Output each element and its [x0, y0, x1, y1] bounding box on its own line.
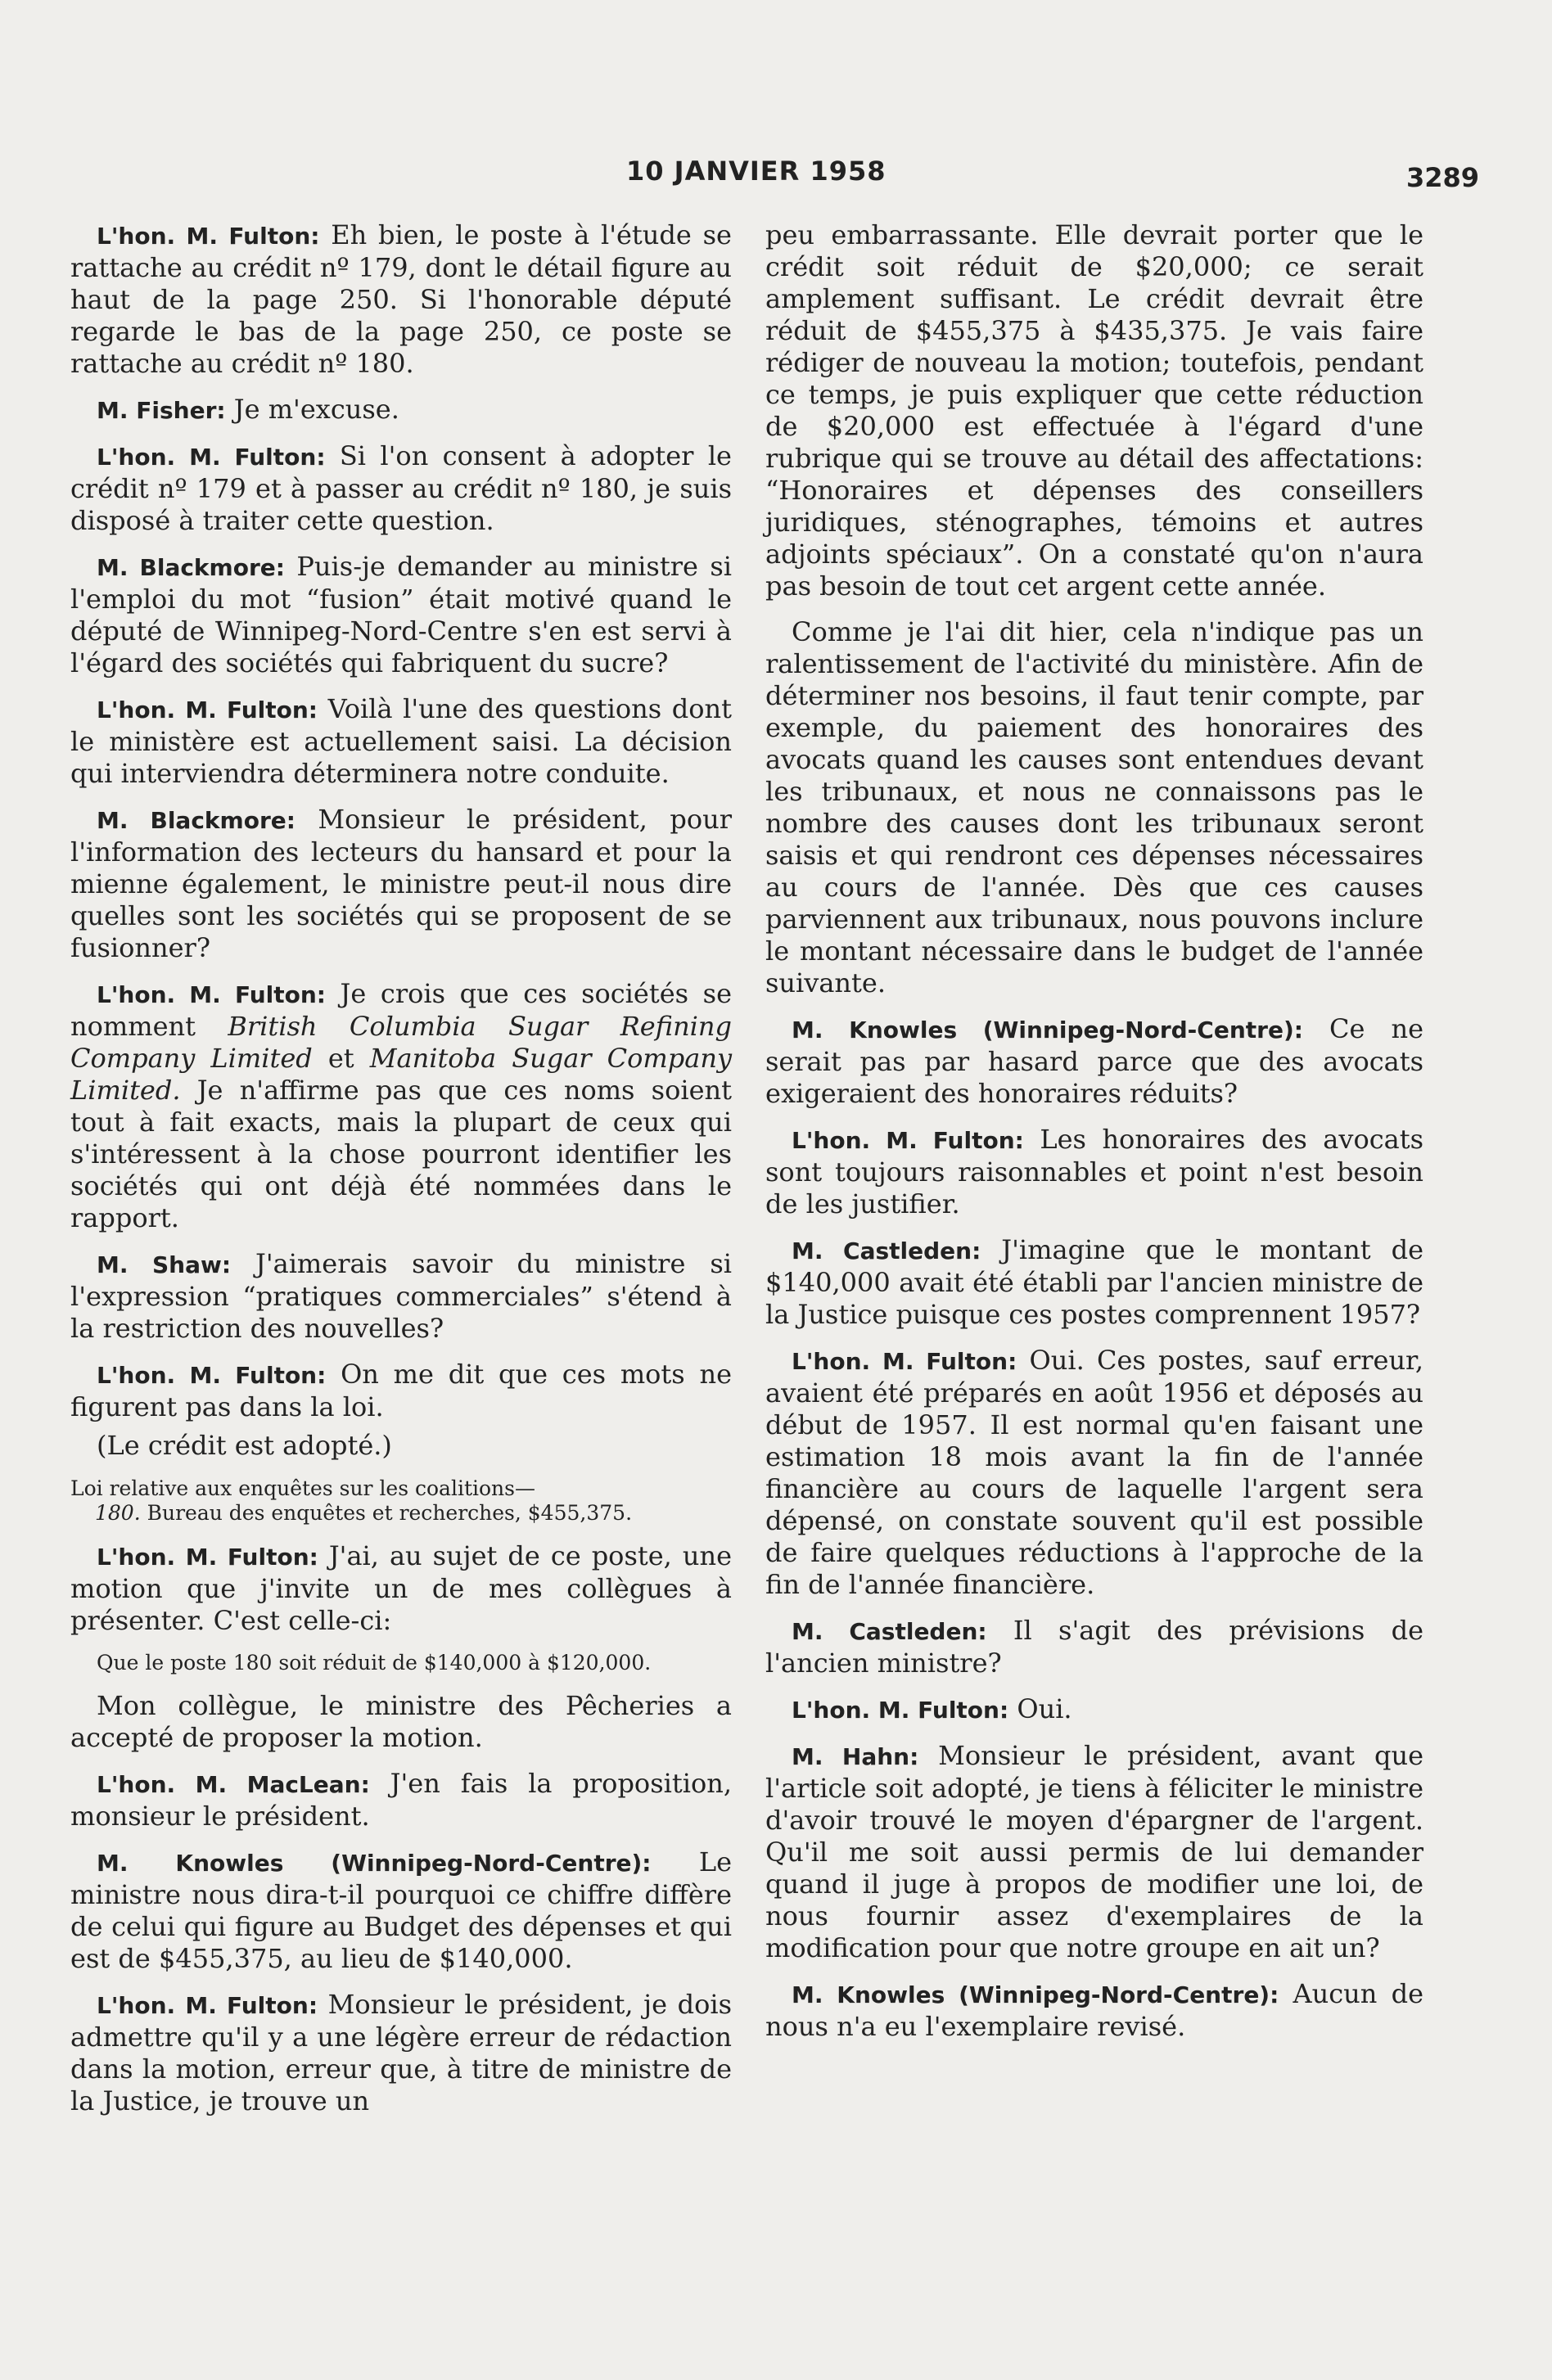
speaker-name: M. Knowles (Winnipeg-Nord-Centre): [97, 1850, 652, 1877]
speaker-name: M. Castleden: [792, 1618, 987, 1645]
paragraph: Mon collègue, le ministre des Pêcheries a accepté de proposer la motion. [70, 1690, 732, 1753]
paragraph [765, 1345, 1423, 1601]
speech-text: et [312, 1043, 370, 1074]
speech-text: J'ai, au sujet de ce poste, une motion que j'invite un de mes collègues à présenter. C'est celle-ci: [70, 1540, 733, 1636]
speaker-name: L'hon. M. Fulton: [97, 1992, 318, 2019]
speaker-name: L'hon. M. Fulton: [792, 1127, 1024, 1154]
paragraph [765, 1740, 1423, 1964]
vote-heading [70, 1476, 732, 1526]
speech-text: Je crois que ces sociétés se nomment [70, 978, 733, 1042]
speech-text: J'aimerais savoir du ministre si l'expression “pratiques commerciales” s'étend à la restriction des nouvelles? [70, 1248, 732, 1344]
speech-text: Si l'on consent à adopter le crédit nº 179 et à passer au crédit nº 180, je suis disposé à traiter cette question. [70, 440, 732, 536]
page-date: 10 JANVIER 1958 [626, 156, 887, 187]
speaker-name: L'hon. M. Fulton: [97, 444, 326, 471]
speaker-name: M. Blackmore: [97, 554, 285, 581]
paragraph [70, 1248, 732, 1345]
speaker-name: L'hon. M. Fulton: [97, 981, 326, 1008]
speaker-name: L'hon. M. Fulton: [792, 1697, 1009, 1724]
speech-text: Je n'affirme pas que ces noms soient tout à fait exacts, mais la plupart de ceux qui s'intéressent à la chose pourront identifier les sociétés qui ont déjà été nommées dans le rapport. [70, 1075, 732, 1233]
vote-heading-title: Loi relative aux enquêtes sur les coalitions— [70, 1476, 535, 1500]
paragraph [765, 1615, 1423, 1679]
speaker-name: L'hon. M. MacLean: [97, 1771, 370, 1798]
paragraph [70, 978, 732, 1234]
vote-number: 180. [95, 1501, 141, 1525]
right-column [765, 219, 1423, 2057]
vote-heading-item [70, 1501, 732, 1526]
speech-text: J'imagine que le montant de $140,000 avait été établi par l'ancien ministre de la Justice puisque ces postes comprennent 1957? [765, 1234, 1424, 1330]
speaker-name: M. Blackmore: [97, 807, 296, 834]
vote-item-text: Bureau des enquêtes et recherches, $455,375. [140, 1501, 633, 1525]
speaker-name: M. Knowles (Winnipeg-Nord-Centre): [792, 1981, 1279, 2008]
company-name: British Columbia Sugar Refining Company Limited [70, 1011, 733, 1074]
paragraph: Comme je l'ai dit hier, cela n'indique pas un ralentissement de l'activité du ministère. Afin de déterminer nos besoins, il faut tenir compte, par exemple, du paiement des honoraires des avocats quand les causes sont entendues devant les tribunaux, et nous ne connaissons pas le nombre des causes dont les tribunaux seront saisis et qui rendront ces dépenses nécessaires au cours de l'année. Dès que ces causes parviennent aux tribunaux, nous pouvons inclure le montant nécessaire dans le budget de l'année suivante. [765, 616, 1423, 998]
paragraph [70, 551, 732, 679]
speech-text: Je m'excuse. [225, 394, 399, 425]
speaker-name: L'hon. M. Fulton: [97, 223, 320, 250]
speaker-name: L'hon. M. Fulton: [97, 1362, 327, 1389]
speech-text: Voilà l'une des questions dont le ministère est actuellement saisi. La décision qui interviendra déterminera notre conduite. [70, 693, 733, 789]
speaker-name: M. Knowles (Winnipeg-Nord-Centre): [792, 1016, 1303, 1044]
motion-quote: Que le poste 180 soit réduit de $140,000 à $120,000. [97, 1651, 652, 1675]
speech-text: Oui. [1008, 1693, 1072, 1724]
page-number: 3289 [1406, 162, 1480, 193]
speech-text: Monsieur le président, avant que l'article soit adopté, je tiens à féliciter le ministre d'avoir trouvé le moyen d'épargner de l'argent. Qu'il me soit aussi permis de lui demander quand il juge à propos de modifier une loi, de nous fournir assez d'exemplaires de la modification pour que notre groupe en ait un? [765, 1740, 1424, 1963]
speaker-name: L'hon. M. Fulton: [97, 1544, 318, 1571]
paragraph [70, 219, 732, 380]
left-column [70, 219, 732, 2131]
paragraph: peu embarrassante. Elle devrait porter que le crédit soit réduit de $20,000; ce serait amplement suffisant. Le crédit devrait être réduit de $455,375 à $435,375. Je vais faire rédiger de nouveau la motion; toutefois, pendant ce temps, je puis expliquer que cette réduction de $20,000 est effectuée à l'égard d'une rubrique qui se trouve au détail des affectations: “Honoraires et dépenses des conseillers juridiques, sténographes, témoins et autres adjoints spéciaux”. On a constaté qu'on n'aura pas besoin de tout cet argent cette année. [765, 219, 1423, 602]
speech-text: Eh bien, le poste à l'étude se rattache au crédit nº 179, dont le détail figure au haut de la page 250. Si l'honorable député regarde le bas de la page 250, ce poste se rattache au crédit nº 180. [70, 219, 732, 379]
speaker-name: M. Castleden: [792, 1237, 981, 1264]
speaker-name: M. Hahn: [792, 1743, 919, 1770]
paragraph [70, 1846, 732, 1975]
paragraph [765, 1234, 1423, 1331]
paragraph [765, 1978, 1423, 2043]
speech-text: Ce ne serait pas par hasard parce que des avocats exigeraient des honoraires réduits? [765, 1013, 1423, 1109]
paragraph [70, 1540, 732, 1637]
paragraph [70, 394, 732, 426]
speaker-name: L'hon. M. Fulton: [792, 1348, 1017, 1375]
speech-text: Puis-je demander au ministre si l'emploi du mot “fusion” était motivé quand le député de Winnipeg-Nord-Centre s'en est servi à l'égard des sociétés qui fabriquent du sucre? [70, 551, 732, 678]
speech-text: Il s'agit des prévisions de l'ancien ministre? [765, 1615, 1424, 1679]
speech-text: Oui. Ces postes, sauf erreur, avaient été préparés en août 1956 et déposés au début de 1957. Il est normal qu'en faisant une estimation 18 mois avant la fin de l'année financière au cours de laquelle l'argent sera dépensé, on constate souvent qu'il est possible de faire quelques réductions à l'approche de la fin de l'année financière. [765, 1345, 1423, 1600]
speech-text: On me dit que ces mots ne figurent pas dans la loi. [70, 1359, 733, 1422]
speech-text: Monsieur le président, pour l'information des lecteurs du hansard et pour la mienne également, le ministre peut-il nous dire quelles sont les sociétés qui se proposent de se fusionner? [70, 804, 732, 963]
paragraph [70, 693, 732, 790]
speaker-name: M. Fisher: [97, 397, 226, 424]
speech-text: J'en fais la proposition, monsieur le président. [70, 1768, 732, 1832]
paragraph [765, 1124, 1423, 1220]
speaker-name: M. Shaw: [97, 1251, 232, 1278]
page-header [0, 156, 1552, 196]
paragraph [70, 804, 732, 964]
paragraph [70, 1768, 732, 1832]
paragraph [70, 440, 732, 537]
procedural-note: (Le crédit est adopté.) [97, 1430, 392, 1461]
speaker-name: L'hon. M. Fulton: [97, 696, 318, 723]
speech-text: Aucun de nous n'a eu l'exemplaire revisé. [765, 1978, 1423, 2042]
paragraph [70, 1359, 732, 1423]
paragraph [70, 1989, 732, 2117]
company-name: Manitoba Sugar Company Limited. [70, 1043, 733, 1106]
speech-text: Monsieur le président, je dois admettre qu'il y a une légère erreur de rédaction dans la motion, erreur que, à titre de ministre de la Justice, je trouve un [70, 1989, 732, 2116]
paragraph [765, 1013, 1423, 1110]
speech-text: Les honoraires des avocats sont toujours raisonnables et point n'est besoin de les justifier. [765, 1124, 1423, 1219]
speech-text: Le ministre nous dira-t-il pourquoi ce chiffre diffère de celui qui figure au Budget des dépenses et qui est de $455,375, au lieu de $140,000. [70, 1846, 732, 1974]
paragraph [765, 1693, 1423, 1726]
